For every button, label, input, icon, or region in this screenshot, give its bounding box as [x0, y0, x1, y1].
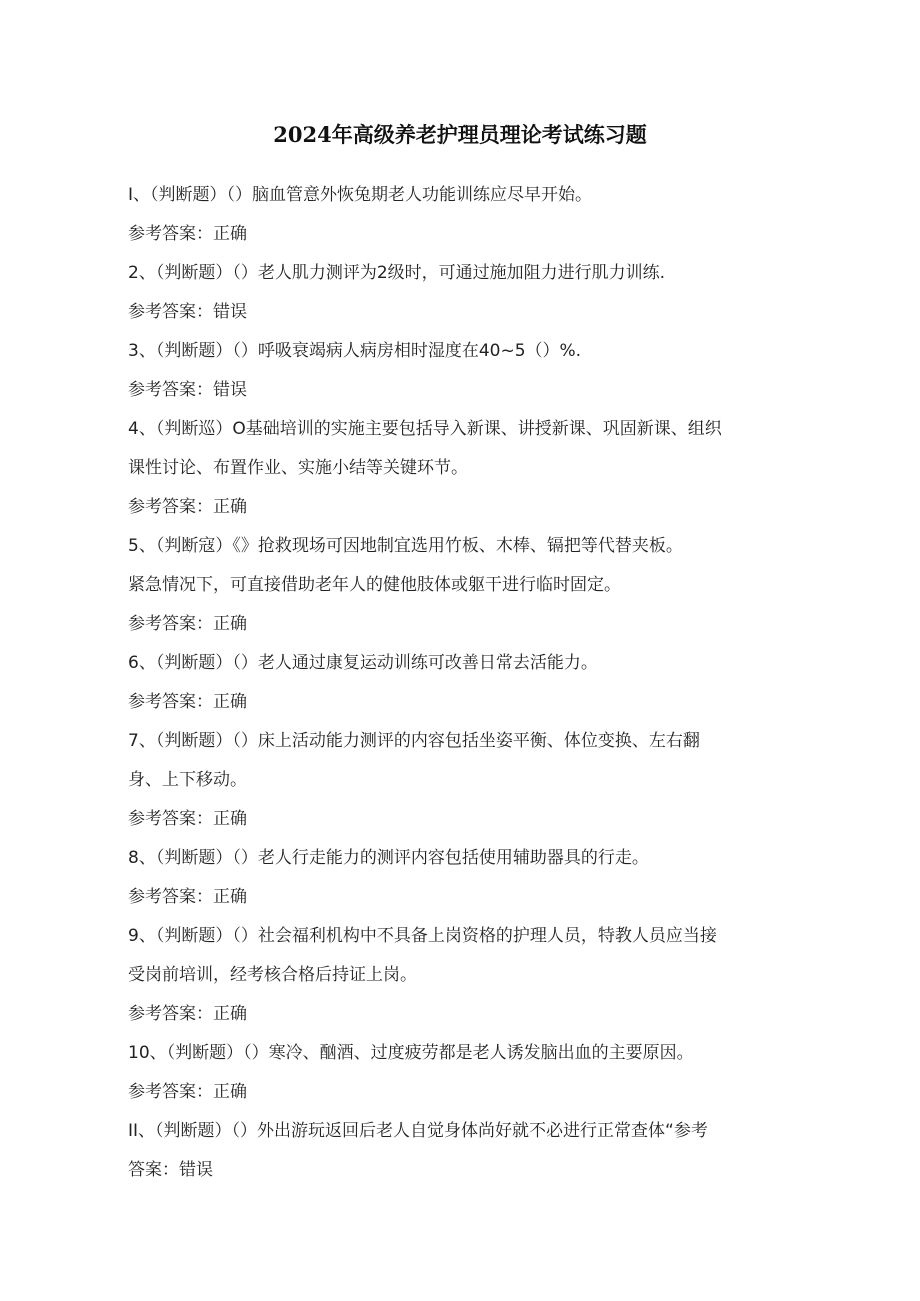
answer-3: 参考答案：错误 [128, 380, 247, 400]
answer-6: 参考答案：正确 [128, 692, 247, 712]
question-2-text: 2、（判断题）（）老人肌力测评为2级时，可通过施加阻力进行肌力训练. [128, 263, 666, 283]
question-9-text: 9、（判断题）（）社会福利机构中不具备上岗资格的护理人员，特教人员应当接 [128, 926, 717, 946]
answer-11: 答案：错误 [128, 1160, 213, 1180]
question-4-text: 4、（判断巡）O基础培训的实施主要包括导入新课、讲授新课、巩固新课、组织 [128, 419, 722, 439]
question-7-text-cont: 身、上下移动。 [128, 770, 247, 790]
answer-9: 参考答案：正确 [128, 1004, 247, 1024]
question-3-text: 3、（判断题）（）呼吸衰竭病人病房相时湿度在40~5（）%. [128, 341, 582, 361]
answer-10: 参考答案：正确 [128, 1082, 247, 1102]
question-11-text: II、（判断题）（）外出游玩返回后老人自觉身体尚好就不必进行正常查体“参考 [128, 1121, 708, 1141]
answer-1: 参考答案：正确 [128, 224, 247, 244]
question-7-text: 7、（判断题）（）床上活动能力测评的内容包括坐姿平衡、体位变换、左右翻 [128, 731, 700, 751]
question-9-text-cont: 受岗前培训，经考核合格后持证上岗。 [128, 965, 417, 985]
question-1-text: I、（判断题）（）脑血管意外恢兔期老人功能训练应尽早开始。 [128, 185, 593, 205]
question-6-text: 6、（判断题）（）老人通过康复运动训练可改善日常去活能力。 [128, 653, 598, 673]
answer-2: 参考答案：错误 [128, 302, 247, 322]
question-8-text: 8、（判断题）（）老人行走能力的测评内容包括使用辅助器具的行走。 [128, 848, 649, 868]
question-4-text-cont: 课性讨论、布置作业、实施小结等关键环节。 [128, 458, 468, 478]
question-list [128, 176, 792, 1190]
answer-5: 参考答案：正确 [128, 614, 247, 634]
question-5-text: 5、（判断寇）《》抢救现场可因地制宜选用竹板、木棒、镉把等代替夹板。 [128, 536, 683, 556]
answer-8: 参考答案：正确 [128, 887, 247, 907]
answer-7: 参考答案：正确 [128, 809, 247, 829]
question-10-text: 10、（判断题）（）寒冷、酗酒、过度疲劳都是老人诱发脑出血的主要原因。 [128, 1043, 694, 1063]
question-5-text-cont: 紧急情况下，可直接借助老年人的健他肢体或躯干进行临时固定。 [128, 575, 621, 595]
page-title: 2024年高级养老护理员理论考试练习题 [273, 122, 647, 147]
answer-4: 参考答案：正确 [128, 497, 247, 517]
